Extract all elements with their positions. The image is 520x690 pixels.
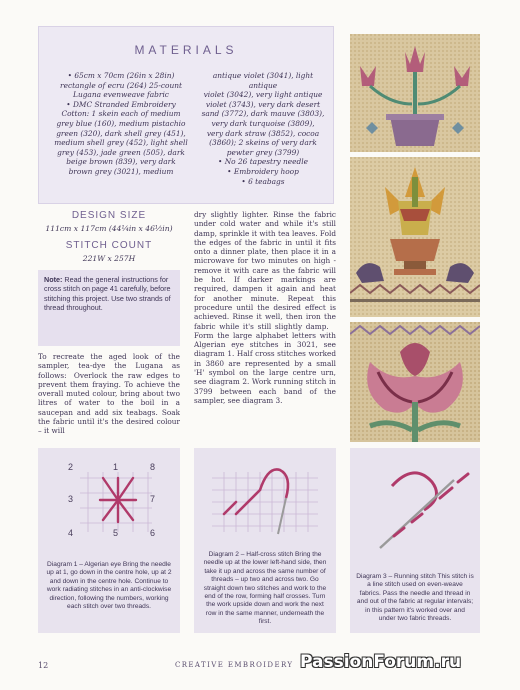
materials-left-line: rectangle of ecru (264) 25-count [60,80,182,90]
sampler-photo-large-tulip [350,322,480,442]
materials-left-line: grey blue (160), medium pistachio [56,118,186,128]
materials-right-line: • Embroidery hoop [227,166,299,176]
diagram-2-half-cross [194,448,336,633]
note-text: Read the general instructions for cross stitch on page 41 carefully, before stitching this project. Use two strands of thread throughout. [44,275,171,313]
body-text-right: dry slightly lighter. Rinse the fabric under cold water and while it's still damp, sprinkle it with tea leaves. Fold the edges of the fabric in until it fits onto a dinner plate, then place it in a microwave for two minutes on high - remove it with care as the fabric will be hot. If darker markings are required, dampen it again and heat for another minute. Repeat this procedure until the desired effect is achieved. Rinse it well, then iron the fabric while it's still slightly damp. Form the large alphabet letters with Algerian eye stitches in 3021, see diagram 1. Half cross stitches worked in 3860 are represented by a small 'H' symbol on the large centre urn, see diagram 2. Work running stitch in 3799 between each band of the sampler, see diagram 3. [194,210,336,405]
materials-right-line: pewter grey (3799) [226,147,300,157]
body-text-left: To recreate the aged look of the sampler, tea-dye the Lugana as follows: Overlock the raw edges to prevent them fraying. To achieve the overall muted colour, bring about two litres of water to the boil in a saucepan and add six teabags. Soak the fabric until it's the desired colour – it will [38,352,180,436]
note-label: Note: [44,275,63,284]
materials-left-line: • 65cm x 70cm (26in x 28in) [67,71,175,80]
diagram-1-number-2: 2 [68,462,74,472]
sampler-photo-urn-birds [350,157,480,317]
materials-list-right [199,71,327,186]
materials-right-line: very dark straw (3852), cocoa [206,128,320,138]
diagram-1-caption: Diagram 1 – Algerian eye Bring the needle up at 1, go down in the centre hole, up at 2 and down in the centre hole. Continue to work radiating stitches in an anti-clockwise direction, following the numbers, working each stitch over two threads. [46,561,172,611]
diagram-1-number-5: 5 [113,528,119,538]
materials-left-line: Lugana evenweave fabric [73,90,169,100]
materials-right-line: violet (3042), very light antique [203,90,323,100]
diagram-3-running-stitch [350,448,480,633]
materials-right-line: (3860); 2 skeins of very dark [209,138,317,148]
page-number: 12 [38,661,49,670]
materials-right-line: sand (3772), dark mauve (3803), [201,109,325,119]
diagram-1-number-1: 1 [113,462,119,472]
diagram-1-number-8: 8 [150,462,156,472]
materials-left-line: • DMC Stranded Embroidery [66,99,176,109]
watermark: PassionForum.ru [300,652,462,672]
half-cross-illustration [206,458,324,540]
note-box [38,270,180,346]
materials-left-line: medium shell grey (452), light shell [54,138,188,148]
diagram-2-caption: Diagram 2 – Half-cross stitch Bring the needle up at the lower left-hand side, then take it up and across the same number of threads – up two and across two. Go straight down two stitches and work to the end of the row, forming half crosses. Turn the work upside down and work the next row in the same manner, underneath the first. [203,551,327,626]
materials-box [38,26,334,204]
diagram-1-number-7: 7 [150,494,156,504]
diagram-1-number-6: 6 [150,528,156,538]
sampler-photo-tulip-pot [350,34,480,152]
materials-right-line: antique violet (3041), light antique [212,71,314,90]
materials-list-left [51,71,191,177]
materials-heading: MATERIALS [134,43,238,57]
materials-right-line: • No 26 tapestry needle [217,157,308,167]
stitch-count-heading: STITCH COUNT [65,240,153,251]
stitch-count-value: 221W x 257H [82,254,136,263]
materials-left-line: Cotton: 1 skein each of medium [61,109,181,119]
materials-left-line: grey (453), jade green (505), dark [57,147,185,157]
diagram-1-algerian-eye [38,448,180,633]
diagram-1-number-3: 3 [68,494,74,504]
design-size-heading: DESIGN SIZE [71,210,147,221]
materials-left-line: brown grey (3021), medium [68,166,174,176]
materials-left-line: beige brown (839), very dark [66,157,176,167]
diagram-3-caption: Diagram 3 – Running stitch This stitch is a line stitch used on even-weave fabrics. Pass the needle and thread in and out of the fabric at regular intervals; in this pattern it's worked over and under two fabric threads. [356,573,474,623]
diagram-1-number-4: 4 [68,528,74,538]
materials-right-line: violet (3743), very dark desert [205,99,321,109]
materials-right-line: very dark turquoise (3809), [211,118,315,128]
running-stitch-illustration [354,456,476,566]
running-head: CREATIVE EMBROIDERY [175,661,294,669]
materials-left-line: green (320), dark shell grey (451), [56,128,186,138]
materials-right-line: • 6 teabags [241,176,285,186]
design-size-value: 111cm x 117cm (44¹⁄₄in x 46¹⁄₂in) [45,224,173,233]
